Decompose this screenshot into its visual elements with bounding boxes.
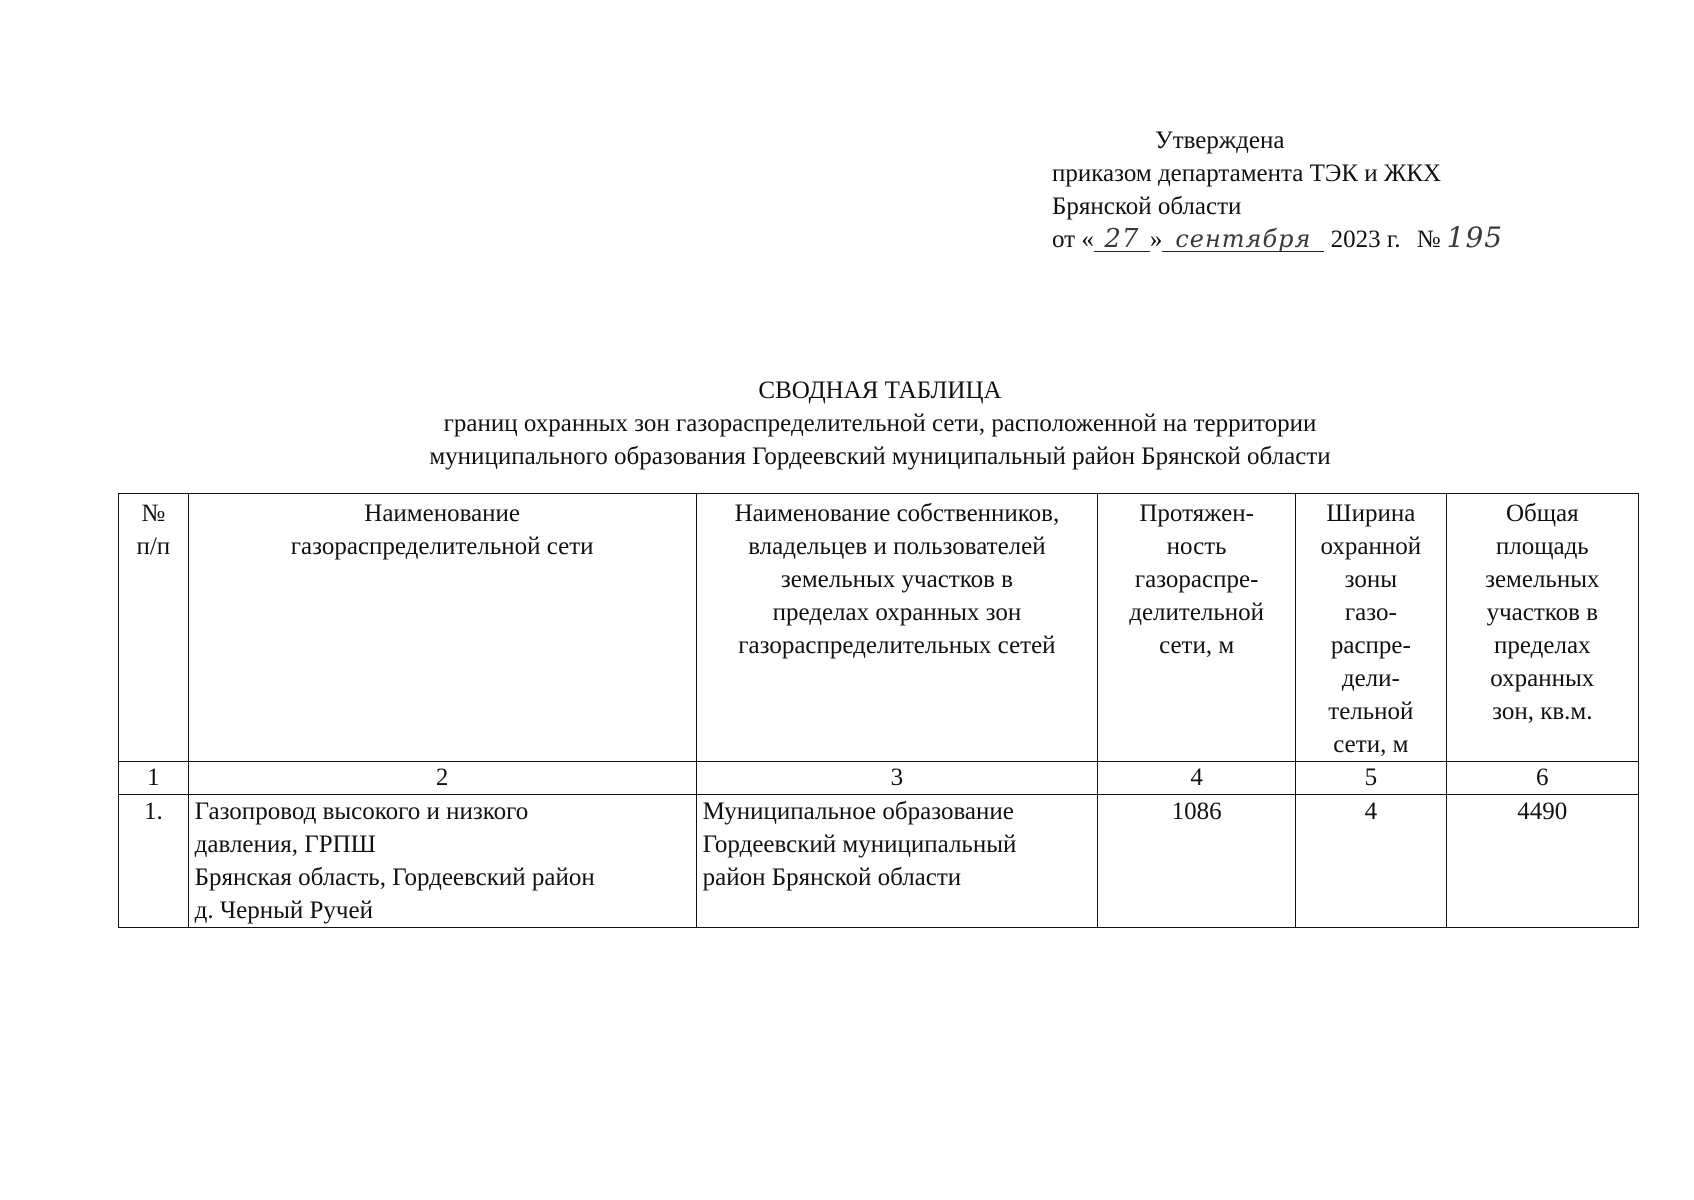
document-heading: СВОДНАЯ ТАБЛИЦА (758, 377, 1002, 404)
owners-name: Муниципальное образование Гордеевский муниципальный район Брянской области (696, 795, 1097, 928)
handwritten-order-number: 195 (1446, 221, 1504, 254)
handwritten-day: 27 (1094, 227, 1150, 252)
document-title-block (0, 374, 1694, 473)
order-number-label: № (1416, 226, 1441, 253)
network-length: 1086 (1098, 795, 1296, 928)
column-number-row (119, 762, 1639, 795)
approval-order-line: приказом департамента ТЭК и ЖКХ (1052, 160, 1442, 187)
handwritten-month: сентября (1162, 227, 1324, 252)
column-number: 5 (1296, 762, 1446, 795)
zone-width: 4 (1296, 795, 1446, 928)
total-area: 4490 (1446, 795, 1638, 928)
header-owners: Наименование собственников, владельцев и пользователей земельных участков в пределах охранных зон газораспределительных сетей (696, 494, 1097, 762)
column-number: 3 (696, 762, 1097, 795)
date-separator: » (1149, 226, 1163, 253)
approval-block (1052, 124, 1503, 256)
document-subtitle-line-2: муниципального образования Гордеевский муниципальный район Брянской области (429, 443, 1331, 470)
approval-title: Утверждена (1155, 127, 1285, 154)
column-number: 2 (188, 762, 696, 795)
header-zone-width: Ширина охранной зоны газо- распре- дели- тельной сети, м (1296, 494, 1446, 762)
table-row (119, 795, 1639, 928)
approval-date-line (1052, 223, 1503, 256)
header-total-area: Общая площадь земельных участков в пределах охранных зон, кв.м. (1446, 494, 1638, 762)
row-number: 1. (119, 795, 189, 928)
network-name: Газопровод высокого и низкого давления, ГРПШ Брянская область, Гордеевский район д. Черный Ручей (188, 795, 696, 928)
column-number: 1 (119, 762, 189, 795)
column-number: 6 (1446, 762, 1638, 795)
header-length: Протяжен- ность газораспре- делительной сети, м (1098, 494, 1296, 762)
column-number: 4 (1098, 762, 1296, 795)
header-network-name: Наименование газораспределительной сети (188, 494, 696, 762)
summary-table (118, 493, 1639, 928)
document-subtitle-line-1: границ охранных зон газораспределительной сети, расположенной на территории (443, 410, 1317, 437)
approval-region-line: Брянской области (1052, 193, 1242, 220)
date-prefix: от « (1052, 226, 1094, 253)
table-header-row (119, 494, 1639, 762)
date-year: 2023 г. (1330, 226, 1401, 253)
header-number: № п/п (119, 494, 189, 762)
